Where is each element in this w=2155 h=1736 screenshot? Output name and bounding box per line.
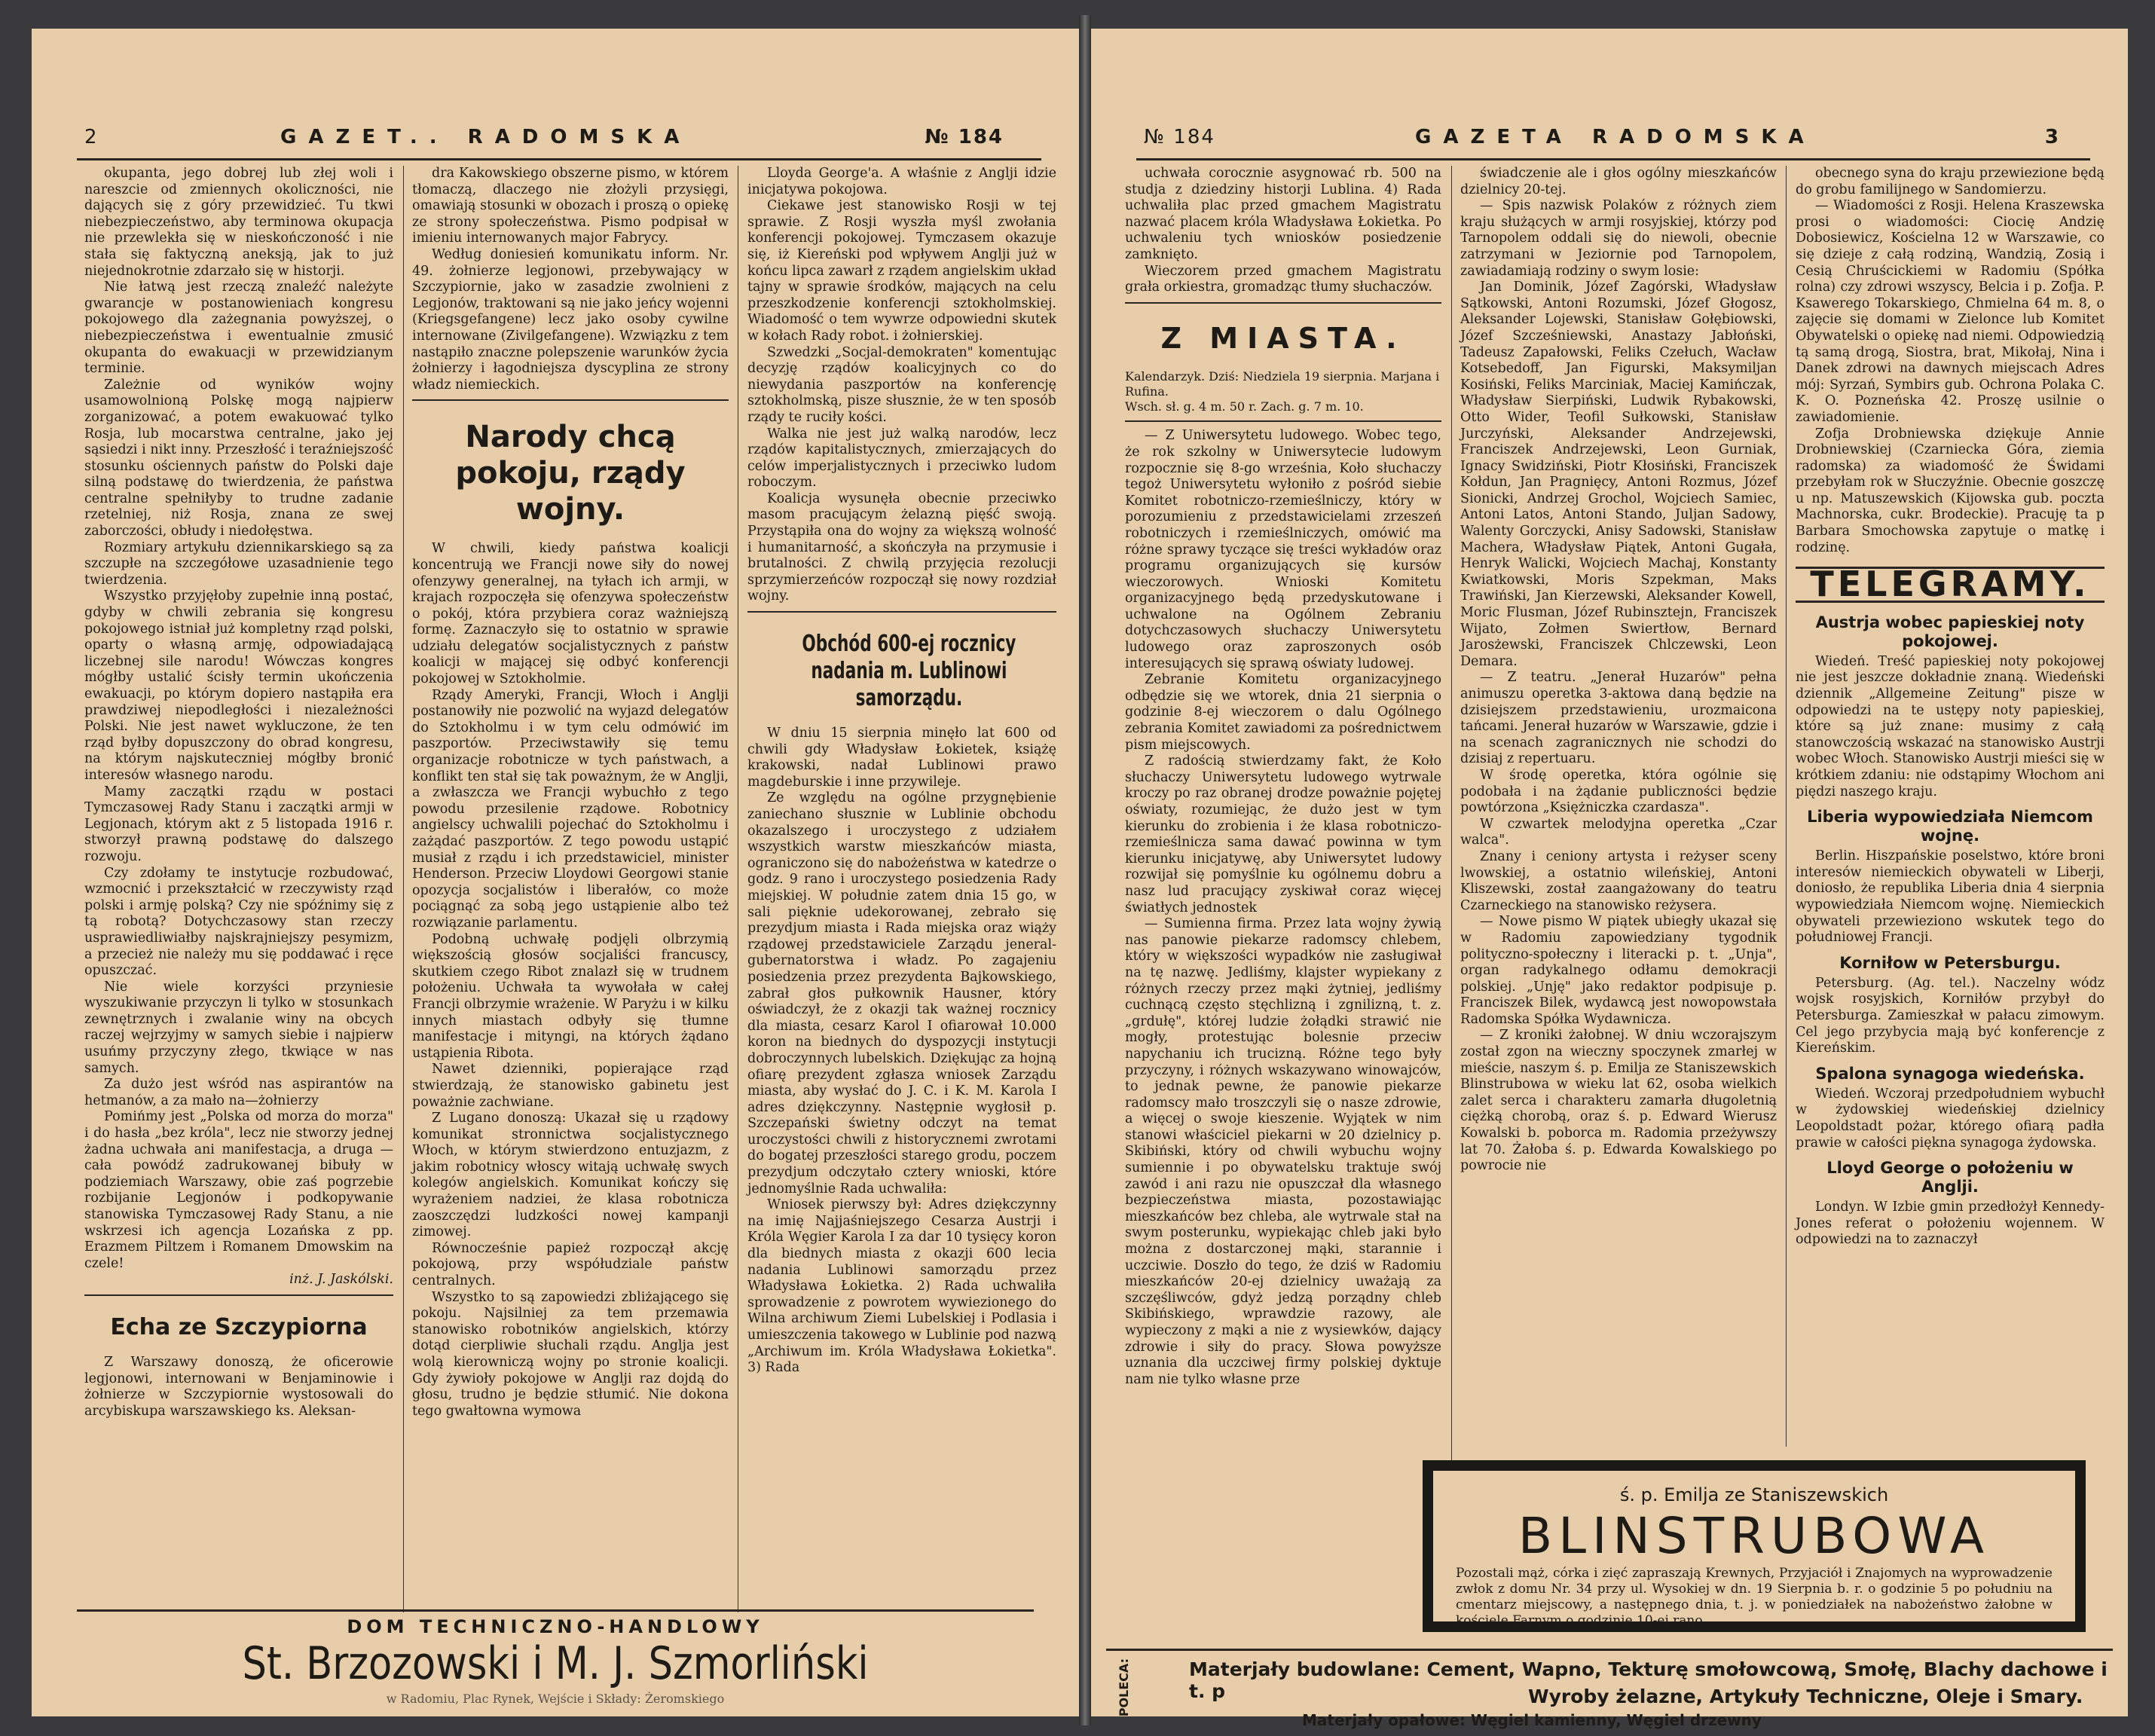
paragraph: — Nowe pismo W piątek ubiegły ukazał się w Radomiu zapowiedziany tygodnik polityczno-społeczny i literacki p. t. „Unja", organ radykalnego odłamu demokracji polskiej. „Unję" jako redaktor podpisuje p. Franciszek Bilek, wydawcą jest nowopowstała Radomska Spółka Wydawnicza. [1460,914,1777,1027]
paragraph: świadczenie ale i głos ogólny mieszkańców dzielnicy 20-tej. [1460,166,1777,197]
paragraph: — Z teatru. „Jenerał Huzarów" pełna animuszu operetka 3-aktowa daną będzie na dzisiejszem przedstawieniu, urozmaicona tańcami. Jenerał huzarów w Warszawie, gdzie i na scenach zagranicznych nie schodzi do dzisiaj z repertuaru. [1460,670,1777,767]
paragraph: Rządy Ameryki, Francji, Włoch i Anglji postanowiły nie pozwolić na wyjazd delegatów do Sztokholmu i w tym celu odmówić im paszportów. Przeciwstawiły się temu organizacje robotnicze w tych państwach, a konflikt ten stał się tak poważnym, że w Anglji, a zwłaszcza we Francji wybuchło z tego powodu przesilenie rządowe. Robotnicy angielscy uchwalili pojechać do Sztokholmu i zażądać paszportów. Z tego powodu ustąpić musiał z rządu i ich przedstawiciel, minister Henderson. Przeciw Lloydowi Georgowi stanie opozycja socjalistów i liberałów, co może pociągnąć za sobą jego ustąpienie albo też rozwiązanie parlamentu. [412,687,729,931]
right-page [1091,29,2128,1729]
paragraph: Ze względu na ogólne przygnębienie zaniechano słusznie w Lublinie obchodu okazalszego i uroczystego z udziałem wszystkich warstw mieszkańców miasta, ograniczono się do nabożeństwa w katedrze o godz. 9 rano i uroczystego posiedzenia Rady miejskiej. W południe zatem dnia 15 go, w sali pięknie udekorowanej, zebrało się prezydjum miasta i Rada miejska oraz wiąży rządowej przedstawiciele Zarządu jeneral-gubernatorstwa i władz. Po zagajeniu posiedzenia przez prezydenta Bajkowskiego, zabrał głos pułkownik Hausner, który oświadczył, że z okazji tak ważnej rocznicy dla miasta, cesarz Karol I ofiarował 10.000 koron na biednych do dyspozycji instytucji dobroczynnych lubelskich. Dziękując za hojną ofiarę prezydent zgłasza wniosek Zarządu miasta, aby wysłać do J. C. i K. M. Karola I adres dziękczynny. Następnie wygłosił p. Szczepański świetny odczyt na temat uroczystości chwili z historycznemi zwrotami do bogatej przeszłości starego grodu, poczem prezydjum odczytało cztery wnioski, które jednomyślnie Rada uchwaliła: [747,790,1056,1197]
paragraph: uchwała corocznie asygnować rb. 500 na studja z dziedziny historji Lublina. 4) Rada uchwaliła plac przed gmachem Magistratu nazwać placem króla Władysława Łokietka. Po uchwaleniu tych wniosków posiedzenie zamknięto. [1125,166,1441,262]
paragraph: Z radością stwierdzamy fakt, że Koło słuchaczy Uniwersytetu ludowego wytrwale kroczy po raz obranej drodze poważnie pojętej oświaty, rozumiejąc, że dużo jest w tym kierunku do zrobienia i że klasa robotniczo-rzemieślnicza sama dawać powinna w tym kierunku inicjatywę, aby Uniwersytet ludowy rozwijał się pomyślnie ku ogólnemu dobru a nasz lud pracujący zyskiwał coraz więcej światłych jednostek [1125,753,1441,915]
divider [1125,302,1441,304]
article-body [747,166,1056,605]
divider [1125,420,1441,422]
paragraph: Według doniesień komunikatu inform. Nr. 49. żołnierze legjonowi, przebywający w Szczypiornie, jako w zasadzie zwolnieni z Legjonów, traktowani są nie jako jeńcy wojenni (Kriegsgefangene) lecz jako osoby cywilne internowane (Zivilgefangene). Wzwiązku z tem nastąpiło znaczne polepszenie warunków życia żołnierzy i łagodniejsza dyscyplina ze strony władz niemieckich. [412,246,729,393]
divider [84,1294,393,1296]
paragraph: W środę operetka, która ogólnie się podobała i na żądanie publiczności będzie powtórzona „Księżniczka czardasza". [1460,767,1777,816]
ad-line-3: w Radomiu, Plac Rynek, Wejście i Składy: Żeromskiego [386,1692,725,1706]
issue-number: № 184 [1144,126,1215,148]
column-rule [403,166,404,1612]
left-column-1 [84,166,393,1420]
echa-text: Z Warszawy donoszą, że oficerowie legjonowi, internowani w Benjaminowie i żołnierze w Szczypiornie wystosowali do arcybiskupa warszawskiego ks. Aleksan- [84,1354,393,1419]
paragraph: Szwedzki „Socjal-demokraten" komentując decyzję rządów koalicyjnych co do niewydania paszportów na konferencję sztokholmską, pisze słusznie, że w ten sposób rządy te ruciły kości. [747,344,1056,425]
paragraph: Nie łatwą jest rzeczą znaleźć należyte gwarancje w postanowieniach kongresu pokojowego dla zażegnania powyższej, o niebezpieczeństwa i ewentualnie zmusić okupanta do ewakuacji w przewidzianym terminie. [84,280,393,377]
narody-headline: Narody chcą pokoju, rządy wojny. [455,420,686,527]
paragraph: — Z kroniki żałobnej. W dniu wczorajszym został zgon na wieczny spoczynek zmarłej w mieście, naszym ś. p. Emilja ze Staniszewskich Blinstrubowa w wieku lat 62, osoba wielkich zalet serca i charakteru zamarła długoletnią ciężką chorobą, oraz ś. p. Edward Wierusz Kowalski b. poborca m. Radomia przeżywszy lat 70. Żałoba ś. p. Edwarda Kowalskiego po powrocie nie [1460,1028,1777,1174]
column-rule [1786,166,1787,1447]
paragraph: Wszystko przyjęłoby zupełnie inną postać, gdyby w chwili zebrania się kongresu pokojowego istniał już kompletny rząd polski, oparty o własną armję, odpowiadającą liczebnej sile narodu! Wówczas kongres mógłby ustalić ścisły termin ukończenia ewakuacji, po którym dopiero nastąpiła era prawdziwej niepodległości i niezależności Polski. Nie jest nawet wykluczone, że ten rząd byłby dopuszczony do obrad kongresu, na którym najskuteczniej mógłby bronić interesów własnego narodu. [84,588,393,783]
telegram-text: Londyn. W Izbie gmin przedłożył Kennedy-Jones referat o położeniu wojennem. W odpowiedzi na to zaznaczył [1796,1200,2105,1248]
paragraph: Zofja Drobniewska dziękuje Annie Drobniewskiej (Czarniecka Góra, ziemia radomska) za wiadomość że Świdami przebyłam rok w Słuczyźnie. Obecnie goszczę u np. Matuszewskich (Kijowska gub. poczta Machnorska, cukr. Brodeckie). Pracuję ta p Barbara Smochowska zapytuje o matkę i rodzinę. [1796,426,2105,555]
right-column-3 [1796,166,2105,1249]
paragraph: Wsch. sł. g. 4 m. 50 r. Zach. g. 7 m. 10. [1125,399,1364,414]
advertisement-brzozowski [77,1609,1034,1706]
paragraph: Z Lugano donoszą: Ukazał się u rządowy komunikat stronnictwa socjalistycznego Włoch, w którym stwierdzono entuzjazm, z jakim robotnicy włoscy witają uchwałę swych kolegów angielskich. Komunikat kończy się wyrażeniem nadziei, że klasa robotnicza zaoszczędzi ludzkości nowej kampanji zimowej. [412,1111,729,1240]
obituary-name: BLINSTRUBOWA [1518,1507,1991,1565]
article-body [1796,166,2105,556]
paragraph: Nie wiele korzyści przyniesie wyszukiwanie przyczyn li tylko w stosunkach zewnętrznych i zwalanie winy na obcych raczej wejrzyjmy w samych siebie i najpierw usuńmy przyczyny złego, tkwiące w nas samych. [84,979,393,1076]
left-page-header [84,123,1034,156]
paragraph: Wieczorem przed gmachem Magistratu grała orkiestra, gromadząc tłumy słuchaczów. [1125,263,1441,295]
telegramy-headline: TELEGRAMY. [1796,567,2105,603]
obituary-text: Pozostali mąż, córka i zięć zapraszają Krewnych, Przyjaciół i Znajomych na wyprowadzenie zwłok z domu Nr. 34 przy ul. Wysokiej w dn. 19 Sierpnia b. r. o godzinie 5 po południu na cmentarz miejscowy, a następnego dnia, t. j. w poniedziałek na nabożeństwo żałobne w kościele Farnym o godzinie 10-ej rano. [1456,1566,2053,1628]
masthead: GAZET.. RADOMSKA [280,126,692,148]
ad-line-2: St. Brzozowski i M. J. Szmorliński [242,1637,869,1690]
telegram-text: Berlin. Hiszpańskie poselstwo, które broni interesów niemieckich obywateli w Liberji, doniosło, że republika Liberia dnia 4 sierpnia wypowiedziała Niemcom wojnę. Niemieckich obywateli przewieziono wskutek tego do południowej Francji. [1796,848,2105,946]
right-page-mark: 3 [2044,126,2060,148]
paragraph: Mamy zaczątki rządu w postaci Tymczasowej Rady Stanu i zaczątki armji w Legjonach, którym akt z 5 listopada 1916 r. stworzył prawną podstawę do dalszego rozwoju. [84,784,393,864]
z-miasta-headline: Z MIASTA. [1160,321,1406,355]
telegram-text: Wiedeń. Treść papieskiej noty pokojowej nie jest jeszcze dokładnie znaną. Wiedeński dziennik „Allgemeine Zeitung" pisze w odpowiedzi na te ustępy noty papieskiej, które są już znane: musimy z całą stanowczością wskazać na stanowisko Austrji wobec Włoch. Stanowisko Austrji mieści się w krótkiem zdaniu: nie odstąpimy Włochom ani piędzi naszego kraju. [1796,653,2105,799]
article-body [84,166,393,1272]
paragraph: Zebranie Komitetu organizacyjnego odbędzie się we wtorek, dnia 21 sierpnia o godzinie 8-ej wieczorem o dalu Ogólnego zebrania Komitet zawiadomi za pośrednictwem pism miejscowych. [1125,672,1441,753]
right-column-1 [1125,166,1441,1388]
paragraph: Wszystko to są zapowiedzi zbliżającego się pokoju. Najsilniej za tem przemawia stanowisko robotników angielskich, którzy dotąd cierpliwie słuchali rządu. Anglja jest wolą kierowniczą wojny po stronie koalicji. Gdy żywioły pokojowe w Anglji raz dojdą do głosu, trudno je będzie stłumić. Nie dokona tego gwałtowna wymowa [412,1289,729,1419]
telegram-title: Lloyd George o położeniu w Anglji. [1826,1159,2074,1197]
left-page-mark: 2 [84,126,99,148]
paragraph: Czy zdołamy te instytucje rozbudować, wzmocnić i przekształcić w rzeczywisty rząd polski i armję polską? Czy nie spóźnimy się z tą robotą? Dotychczasowy stan rzeczy usprawiedliwiałby najskrajniejszy pesymizm, a przecież nie należy mu się poddawać i ręce opuszczać. [84,865,393,979]
header-rule [77,158,1041,160]
header-rule [1136,158,2090,160]
telegram-title: Spalona synagoga wiedeńska. [1815,1064,2085,1083]
paragraph: Za dużo jest wśród nas aspirantów na hetmanów, a za mało na—żołnierzy [84,1077,393,1108]
telegram-text: Petersburg. (Ag. tel.). Naczelny wódz wojsk rosyjskich, Korniłów przybył do Petersburga. Zamieszkał w pałacu zimowym. Cel jego przybycia mają być konferencje z Kiereńskim. [1796,975,2105,1056]
column-rule [1451,166,1452,1612]
telegram-title: Liberia wypowiedziała Niemcom wojnę. [1807,808,2093,845]
paragraph: — Wiadomości z Rosji. Helena Kraszewska prosi o wiadomości: Ciocię Andzię Dobosiewicz, Kościelna 12 w Warszawie, co się dzieje z całą rodziną, Wandzią, Zosią i Cesią Chruścickiemi w Radomiu (Spółka rolna) czy zdrowi wszyscy, Belcia i p. Zofja. P. Ksawerego Tokarskiego, Chmielna 64 m. 8, o zajęcie się domami w Zielonce lub Komitet Obywatelski o opiekę nad niemi. Odpowiedzią tą samą drogą, Siostra, brat, Mikołaj, Nina i Danek zdrowi na dawnych miejscach Adres mój: Syrzań, Symbirs gub. Ochrona Polaka C. K. O. Pozneńska 42. Proszę usilnie o zawiadomienie. [1796,198,2105,425]
advertisement-materials [1106,1649,2113,1729]
narody-article [412,541,729,1420]
telegram-text: Wiedeń. Wczoraj przedpołudniem wybuchł w żydowskiej wiedeńskiej dzielnicy Leopoldstadt pożar, którego ofiarą padła prawie w całości piękna synagoga żydowska. [1796,1086,2105,1151]
paragraph: — Sumienna firma. Przez lata wojny żywią nas panowie piekarze radomscy chlebem, który w większości wypadków nie zasługiwał na tę nazwę. Jedliśmy, klajster wypiekany z różnych rzeczy przez mąki żytniej, jedliśmy cuchnącą często stęchlizną i zgnilizną, t. z. „grdułę", której ludzie żołądki strawić nie mogły, protestując bolesnie przeciw napychaniu ich trucizną. Różne tego były przyczyny, i różnych wskazywano winowajców, to jednak pewne, że panowie piekarze radomscy mało troszczyli się o nasze zdrowie, a więcej o swoje kieszenie. Wyjątek w nim stanowi właściciel piekarni w 20 dzielnicy p. Skibiński, który od chwili wybuchu wojny sumiennie i po obywatelsku traktuje swój zawód i ani razu nie opuszczał dla własnego bezpieczeństwa miasta, pozostawiając mieszkańców bez chleba, ale wytrwale stał na swym posterunku, wypiekając chleb jaki było można z dostarczonej mąki, starannie i uczciwie. Doszło do tego, że dziś w Radomiu mieszkańców 20-ej dzielnicy uważają za szczęśliwców, gdyż jedzą porządny chleb Skibińskiego, wprawdzie razowy, ale wypieczony z mąki a nie z wysiewków, dający zdrowie i siły do pracy. Słowa powyższe uznania dla uczciwej firmy polskiej dyktuje nam nie tylko własne prze [1125,916,1441,1387]
telegram-title: Korniłow w Petersburgu. [1839,953,2061,972]
paragraph: Pomińmy jest „Polska od morza do morza" i do hasła „bez króla", lecz nie stworzy jednej żadna uchwała ani manifestacja, a druga — cała powódź zadrukowanej bibuły w podziemiach Warszawy, obie zaś pogrzebie rozbijanie Legjonów i podkopywanie stanowiska Tymczasowej Rady Stanu, a nie wskrzesi ich agencja Lozańska z pp. Erazmem Piltzem i Romanem Dmowskim na czele! [84,1109,393,1271]
obituary-line-1: ś. p. Emilja ze Staniszewskich [1619,1484,1889,1505]
paragraph: Nawet dzienniki, popierające rząd stwierdzają, że stanowisko gabinetu jest poważnie zachwiane. [412,1062,729,1110]
paragraph: W dniu 15 sierpnia minęło lat 600 od chwili gdy Władysław Łokietek, książę krakowski, nadał Lublinowi prawo magdeburskie i inne przywileje. [747,726,1056,790]
paragraph: Kalendarzyk. Dziś: Niedziela 19 sierpnia. Marjana i Rufina. [1125,369,1440,399]
author-signature: inż. J. Jaskólski. [289,1272,393,1288]
left-page [32,29,1079,1716]
paragraph: Znany i ceniony artysta i reżyser sceny lwowskiej, a ostatnio wileńskiej, Antoni Kliszewski, został zaangażowany do teatru Czarneckiego na stanowisko reżysera. [1460,848,1777,913]
divider [412,399,729,401]
issue-number: № 184 [925,126,1004,148]
ad-line-1: DOM TECHNICZNO-HANDLOWY [347,1616,764,1637]
paragraph: obecnego syna do kraju przewiezione będą do grobu familijnego w Sandomierzu. [1796,166,2105,197]
paragraph: Podobną uchwałę podjęli olbrzymią większością głosów socjaliści francuscy, skutkiem czego Ribot znalazł się w trudnem położeniu. Uchwała ta wywołała w całej Francji olbrzymie wrażenie. W Paryżu i w kilku innych miastach odbyły się tłumne manifestacje i mityngi, na których żądano ustąpienia Ribota. [412,931,729,1061]
paragraph: Walka nie jest już walką narodów, lecz rządów kapitalistycznych, zmierzających do celów imperjalistycznych i przeciwko ludom roboczym. [747,426,1056,491]
paragraph: Lloyda George'a. A właśnie z Anglji idzie inicjatywa pokojowa. [747,166,1056,197]
left-column-2 [412,166,729,1420]
paragraph: Koalicja wysunęła obecnie przeciwko masom pracującym żelazną pięść swoją. Przystąpiła ona do wojny za większą wolność i humanitarność, a skończyła na przymusie i brutalności. Z chwilą przyjęcia rezolucji sprzymierzeńców rozpoczął się nowy rozdział wojny. [747,491,1056,604]
paragraph: Zależnie od wyników wojny usamowolnioną Polskę mogą najpierw zorganizować, a potem ewakuować tylko Rosja, lub mocarstwa centralne, jako jej sąsiedzi i nikt inny. Przeszłość i teraźniejszość stosunku ościennych państw do Polski daje silną podstawę do twierdzenia, że państwa centralne spełniłyby to trudne zadanie rzetelniej, niż Rosja, znana ze swej zaborczości, obłudy i niedołęstwa. [84,377,393,539]
paragraph: dra Kakowskiego obszerne pismo, w którem tłomaczą, dlaczego nie złożyli przysięgi, omawiają stosunki w obozach i proszą o opiekę ze strony społeczeństwa. Pismo podpisał w imieniu internowanych major Fabrycy. [412,166,729,246]
paragraph: Rozmiary artykułu dziennikarskiego są za szczupłe na szczegółowe uzasadnienie tego twierdzenia. [84,539,393,588]
article-body [412,166,729,393]
calendar-note [1125,369,1441,414]
paragraph: Jan Dominik, Józef Zagórski, Władysław Sątkowski, Antoni Rozumski, Józef Głogosz, Aleksander Lojewski, Stanisław Gołębiowski, Józef Szcześniewski, Anastazy Jabłoński, Tadeusz Zapałowski, Feliks Czełuch, Wacław Kotsebedoff, Jan Figurski, Maksymiljan Kosiński, Feliks Marciniak, Maciej Kamińczak, Władysław Sierpiński, Ludwik Rybakowski, Otto Wider, Teofil Sułkowski, Stanisław Jurczyński, Aleksander Andrzejewski, Franciszek Andrzejewski, Leon Gurniak, Ignacy Swidziński, Piotr Kłosiński, Franciszek Kołdun, Jan Pragnięcy, Antoni Rozmus, Józef Sionicki, Andrzej Grochol, Wojciech Samiec, Antoni Latos, Antoni Stando, Juljan Sadowy, Walenty Gorczycki, Anisy Sadowski, Stanisław Machera, Władysław Piątek, Antoni Gugała, Henryk Walicki, Wojciech Machaj, Konstanty Kwiatkowski, Moris Szpekman, Maks Trawiński, Jan Kierzewski, Aleksander Kowell, Moric Flusman, Józef Rubinsztejn, Franciszek Wijato, Zołmen Swiertłow, Bernard Jarosżewski, Franciszek Chlczewski, Leon Demara. [1460,280,1777,669]
paragraph: — Spis nazwisk Polaków z różnych ziem kraju służących w armji rosyjskiej, którzy pod Tarnopolem oddali się do niewoli, obecnie zatrzymani w Jeziornie pod Tarnopolem, zawiadamiają rodziny o swym losie: [1460,198,1777,279]
right-page-header [1144,123,2083,156]
paragraph: W czwartek melodyjna operetka „Czar walca". [1460,816,1777,848]
ad-side-label: POLECA: [1117,1658,1131,1717]
obituary-box [1423,1460,2086,1632]
telegrams-list [1796,613,2105,1249]
masthead: GAZETA RADOMSKA [1415,126,1816,148]
paragraph: — Z Uniwersytetu ludowego. Wobec tego, że rok szkolny w Uniwersytecie ludowym rozpocznie się 8-go września, Koło słuchaczy tegoż Uniwersytetu wyłoniło z pośród siebie Komitet robotniczo-rzemieślniczy, który w porozumieniu z przedstawicielami zrzeszeń robotniczych i rzemieślniczych, omówić ma różne sprawy tyczące się treści wykładów oraz programu organizujących się kursów wieczorowych. Wnioski Komitetu organizacyjnego będą przedyskutowane i uchwalone na Ogólnem Zebraniu dotychczasowych słuchaczy Uniwersytetu ludowego oraz zaproszonych osób interesujących się sprawą oświaty ludowej. [1125,428,1441,671]
echa-headline: Echa ze Szczypiorna [110,1313,368,1340]
paragraph: Wniosek pierwszy był: Adres dziękczynny na imię Najjaśniejszego Cesarza Austrji i Króla Węgier Karola I za dar 10 tysięcy koron dla biednych miasta z okazji 600 lecia nadania Lublinowi samorządu przez Władysława Łokietka. 2) Rada uchwaliła sprowadzenie z powrotem wywiezionego do Wilna archiwum Ziemi Lubelskiej i Podlasia i umieszczenia takowego w Lublinie pod nazwą „Archiwum im. Króla Władysława Łokietka". 3) Rada [747,1197,1056,1376]
city-news [1125,428,1441,1388]
telegram-title: Austrja wobec papieskiej noty pokojowej. [1815,613,2085,650]
paragraph: Równocześnie papież rozpoczął akcję pokojową, przy współudziale państw centralnych. [412,1240,729,1289]
ad-line-1: Materjały budowlane: Cement, Wapno, Tekturę smołowcową, Smołę, Blachy dachowe i t. p [1189,1658,2108,1702]
ad-line-2: Wyroby żelazne, Artykuły Techniczne, Oleje i Smary. [1528,1686,2083,1707]
article-body [1460,166,1777,1175]
obchod-headline: Obchód 600-ej rocznicy nadania m. Lublinowi samorządu. [802,631,1016,712]
divider [747,611,1056,613]
book-spine [1079,15,1091,1725]
paragraph: Ciekawe jest stanowisko Rosji w tej sprawie. Z Rosji wyszła myśl zwołania konferencji pokojowej. Tymczasem okazuje się, iż Kiereński pod wpływem Anglji już w końcu lipca zawarł z rządem angielskim układ tajny w sprawie środków, mających na celu przeszkodzenie konferencji sztokholmskiej. Wiadomość o tem wywrze odpowiedni skutek w kołach Rady robot. i żołnierskiej. [747,198,1056,344]
ad-line-3: Materjały opałowe: Węgiel kamienny, Węgiel drzewny [1302,1711,1762,1729]
paragraph: okupanta, jego dobrej lub złej woli i nareszcie od zmiennych okoliczności, nie dających się z góry przewidzieć. Tu tkwi niebezpieczeństwo, aby terminowa okupacja nie przewlekła się w nieskończoność i nie stała się faktyczną aneksją, jak to już niejednokrotnie zdarzało się w historji. [84,166,393,279]
obchod-article [747,726,1056,1377]
right-column-2 [1460,166,1777,1175]
left-column-3 [747,166,1056,1377]
article-body [1125,166,1441,296]
paragraph: W chwili, kiedy państwa koalicji koncentrują we Francji nowe siły do nowej ofenzywy generalnej, na tyłach ich armji, w krajach rozpoczęła się ofenzywa społeczeństw o pokój, która przybiera coraz ważniejszą formę. Zaznaczyło się to ostatnio w sprawie udziału delegatów socjalistycznych z państw koalicji w mającej się odbyć konferencji pokojowej w Sztokholmie. [412,541,729,687]
